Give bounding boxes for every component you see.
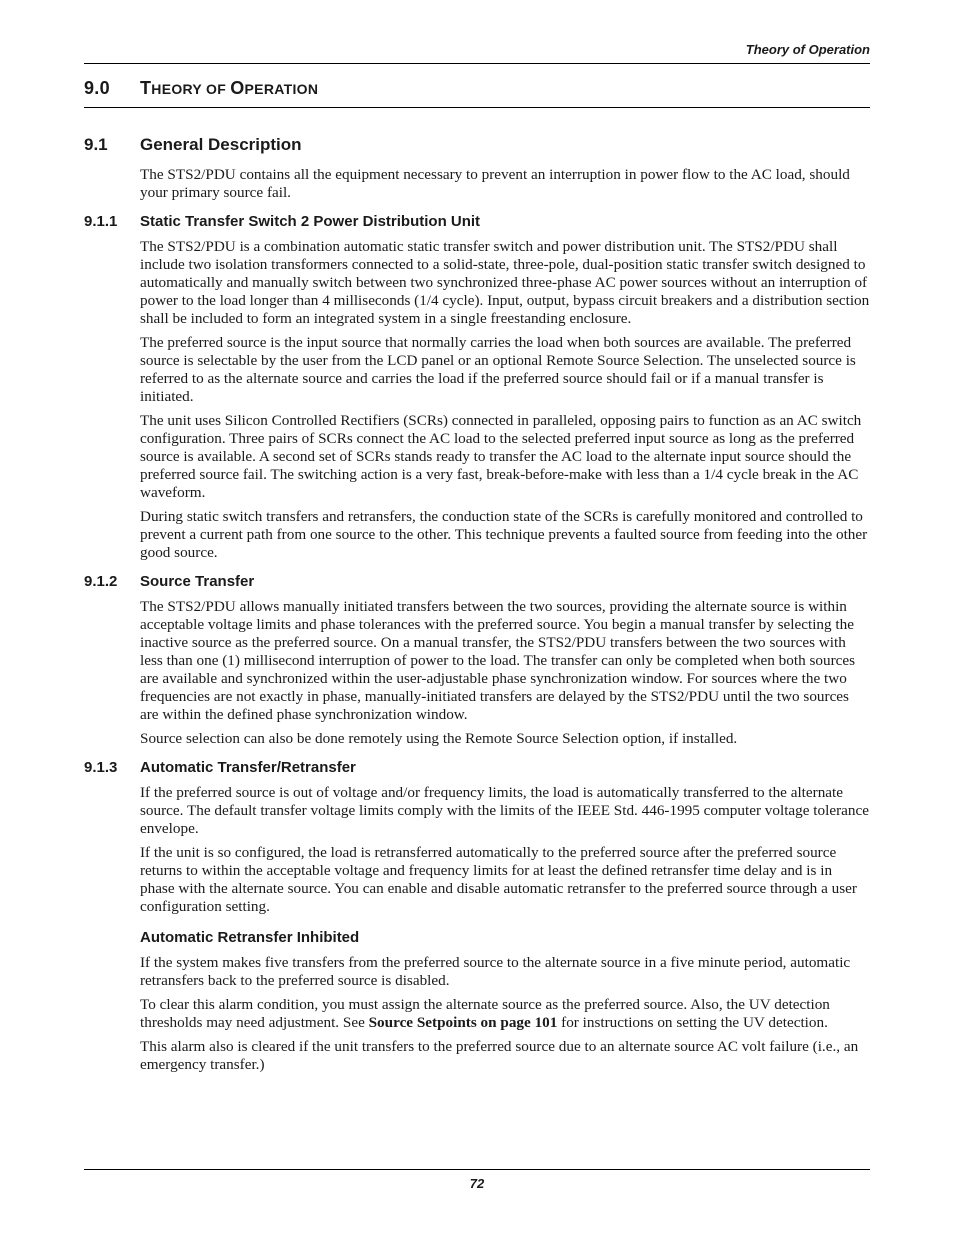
chapter-title-cap2: O: [230, 78, 245, 98]
paragraph: [140, 996, 870, 1032]
header-rule: [84, 63, 870, 64]
paragraph: The STS2/PDU contains all the equipment necessary to prevent an interruption in power flow to the AC load, should your primary source fail.: [140, 166, 850, 201]
chapter-rule: [84, 107, 870, 108]
paragraph: The STS2/PDU is a combination automatic static transfer switch and power distribution unit. The STS2/PDU shall include two isolation transformers connected to a solid-state, three-pole, dual-position static transfer switch designed to automatically and manually switch between two synchronized three-phase AC power sources without an interruption of power to the load longer than 4 milliseconds (1/4 cycle). Input, output, bypass circuit breakers and a distribution section shall be included to form an integrated system in a single freestanding enclosure.: [140, 238, 870, 327]
chapter-number: 9.0: [84, 78, 110, 98]
section-number: 9.1.3: [84, 759, 118, 776]
section-title: General Description: [140, 135, 302, 154]
chapter-title: [84, 78, 318, 99]
paragraph: During static switch transfers and retransfers, the conduction state of the SCRs is carefully monitored and controlled to prevent a current path from one source to the other. This technique prevents a faulted source from feeding into the other good source.: [140, 508, 868, 561]
paragraph: This alarm also is cleared if the unit transfers to the preferred source due to an alternate source AC volt failure (i.e., an emergency transfer.): [140, 1038, 859, 1073]
running-header: Theory of Operation: [745, 42, 870, 57]
paragraph: If the preferred source is out of voltage and/or frequency limits, the load is automatically transferred to the alternate source. The default transfer voltage limits comply with the limits of the IEEE Std. 446-1995 computer voltage tolerance envelope.: [140, 784, 869, 837]
section-heading-9-1: [84, 134, 870, 156]
paragraph: If the system makes five transfers from the preferred source to the alternate source in a five minute period, automatic retransfers back to the preferred source is disabled.: [140, 954, 851, 989]
paragraph: If the unit is so configured, the load is retransferred automatically to the preferred source after the preferred source returns to within the acceptable voltage and frequency limits for at least the defined retransfer time delay and is in phase with the alternate source. You can enable and disable automatic retransfer to the preferred source through a user configuration setting.: [140, 844, 857, 915]
paragraph-text: for instructions on setting the UV detection.: [557, 1014, 828, 1031]
chapter-title-small2: PERATION: [244, 81, 319, 97]
section-heading-9-1-3: [84, 758, 870, 778]
page-content: [84, 134, 870, 1080]
paragraph-text: To clear this alarm condition, you must assign the alternate source as the preferred source. Also, the UV detection thresholds may need adjustment. See: [140, 996, 830, 1031]
section-number: 9.1: [84, 135, 108, 154]
section-title: Automatic Transfer/Retransfer: [140, 759, 356, 776]
paragraph: The STS2/PDU allows manually initiated transfers between the two sources, providing the alternate source is within acceptable voltage limits and phase tolerances with the preferred source. You begin a manual transfer by selecting the inactive source as the preferred source. On a manual transfer, the STS2/PDU transfers between the two sources with less than one (1) millisecond interruption of power to the load. The transfer can only be completed when both sources are available and synchronized within the user-adjustable phase synchronization window. For sources where the two frequencies are not exactly in phase, manually-initiated transfers are delayed by the STS2/PDU until the two sources are within the defined phase synchronization window.: [140, 598, 856, 723]
section-title: Static Transfer Switch 2 Power Distribution Unit: [140, 213, 481, 230]
section-heading-9-1-2: [84, 572, 870, 592]
cross-reference-link[interactable]: Source Setpoints on page 101: [368, 1014, 558, 1031]
chapter-title-cap1: T: [140, 78, 152, 98]
paragraph: The unit uses Silicon Controlled Rectifiers (SCRs) connected in paralleled, opposing pairs to function as an AC switch configuration. Three pairs of SCRs connect the AC load to the selected preferred input source as long as the preferred source is available. A second set of SCRs stands ready to transfer the AC load to the alternate input source should the preferred source fail. The switching action is a very fast, break-before-make with less than a 1/4 cycle break in the AC waveform.: [140, 412, 862, 501]
footer-rule: [84, 1169, 870, 1170]
chapter-title-small1: HEORY OF: [151, 81, 231, 97]
subheading-retransfer-inhibited: Automatic Retransfer Inhibited: [140, 929, 360, 946]
paragraph: Source selection can also be done remotely using the Remote Source Selection option, if installed.: [140, 730, 738, 747]
paragraph: The preferred source is the input source that normally carries the load when both sources are available. The preferred source is selectable by the user from the LCD panel or an optional Remote Source Selection. The unselected source is referred to as the alternate source and carries the load if the preferred source should fail or if a manual transfer is initiated.: [140, 334, 856, 405]
section-heading-9-1-1: [84, 212, 870, 232]
section-number: 9.1.1: [84, 213, 118, 230]
page-number: 72: [469, 1176, 485, 1191]
section-number: 9.1.2: [84, 573, 118, 590]
section-title: Source Transfer: [140, 573, 255, 590]
